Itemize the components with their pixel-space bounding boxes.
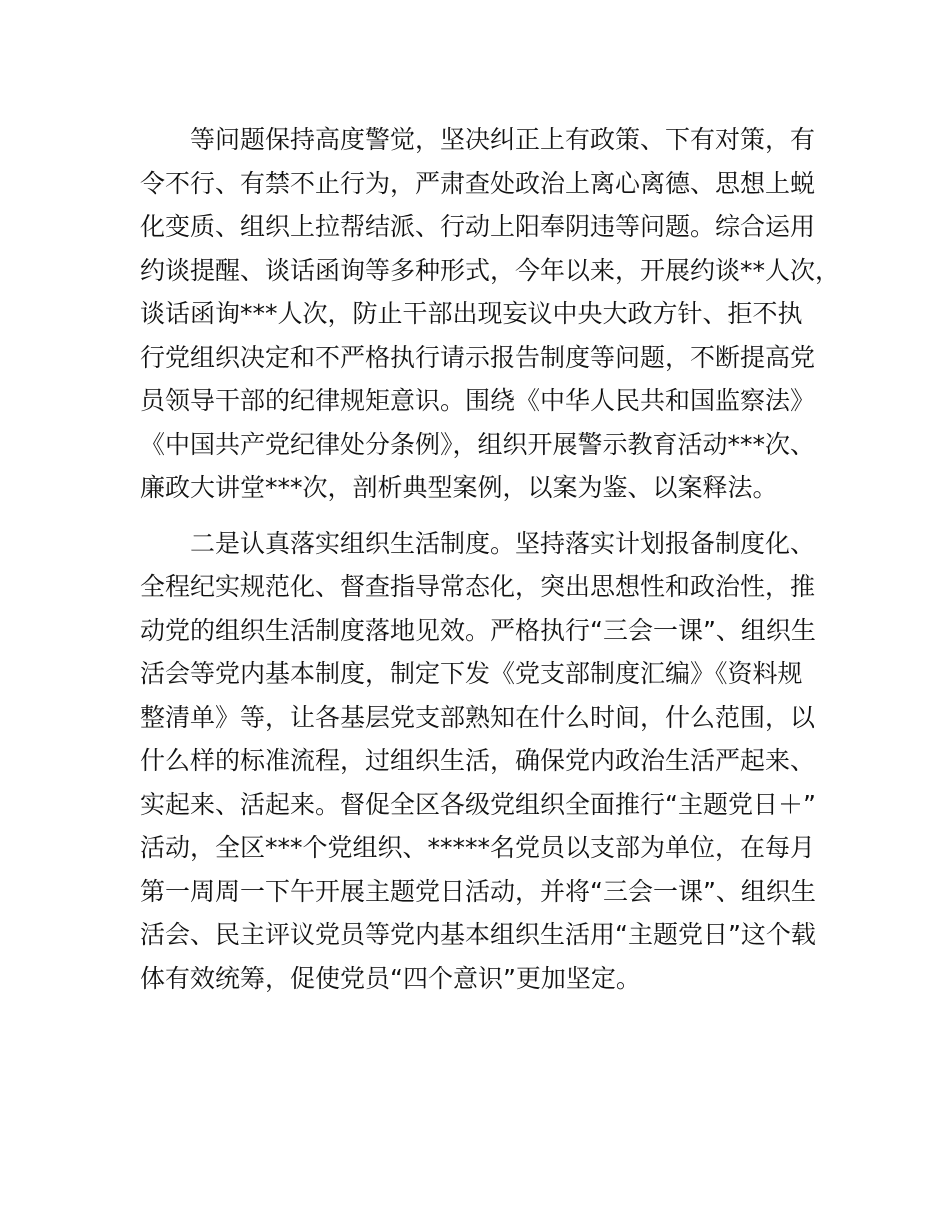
text-line: 员领导干部的纪律规矩意识。围绕《中华人民共和国监察法》 bbox=[140, 386, 816, 415]
text-line: 行党组织决定和不严格执行请示报告制度等问题，不断提高党 bbox=[140, 342, 816, 372]
text-line: 等问题保持高度警觉，坚决纠正上有政策、下有对策，有 bbox=[140, 125, 816, 154]
text-line: 二是认真落实组织生活制度。坚持落实计划报备制度化、 bbox=[140, 528, 816, 558]
paragraph-2 bbox=[140, 522, 830, 1001]
text-line: 化变质、组织上拉帮结派、行动上阳奉阴违等问题。综合运用 bbox=[140, 212, 816, 241]
paragraph-1 bbox=[140, 118, 841, 510]
text-line: 实起来、活起来。督促全区各级党组织全面推行“主题党日＋” bbox=[140, 789, 816, 819]
text-line: 《中国共产党纪律处分条例》，组织开展警示教育活动***次、 bbox=[140, 429, 816, 459]
text-line: 全程纪实规范化、督查指导常态化，突出思想性和政治性，推 bbox=[140, 572, 816, 601]
text-line: 约谈提醒、谈话函询等多种形式，今年以来，开展约谈**人次， bbox=[140, 255, 841, 285]
text-line: 整清单》等，让各基层党支部熟知在什么时间，什么范围，以 bbox=[140, 702, 816, 732]
text-line: 谈话函询***人次，防止干部出现妄议中央大政方针、拒不执 bbox=[140, 299, 803, 328]
text-line: 廉政大讲堂***次，剖析典型案例，以案为鉴、以案释法。 bbox=[140, 473, 778, 502]
text-line: 什么样的标准流程，过组织生活，确保党内政治生活严起来、 bbox=[140, 746, 816, 775]
text-line: 体有效统筹，促使党员“四个意识”更加坚定。 bbox=[140, 963, 641, 993]
paragraph-spacing bbox=[140, 510, 830, 522]
text-line: 活会、民主评议党员等党内基本组织生活用“主题党日”这个载 bbox=[140, 920, 816, 949]
text-line: 令不行、有禁不止行为，严肃查处政治上离心离德、思想上蜕 bbox=[140, 168, 816, 198]
text-line: 第一周周一下午开展主题党日活动，并将“三会一课”、组织生 bbox=[140, 876, 816, 906]
text-line: 动党的组织生活制度落地见效。严格执行“三会一课”、组织生 bbox=[140, 615, 816, 645]
text-line: 活动，全区***个党组织、*****名党员以支部为单位，在每月 bbox=[140, 833, 816, 862]
document-body bbox=[140, 118, 841, 1000]
text-line: 活会等党内基本制度，制定下发《党支部制度汇编》《资料规 bbox=[140, 659, 803, 688]
